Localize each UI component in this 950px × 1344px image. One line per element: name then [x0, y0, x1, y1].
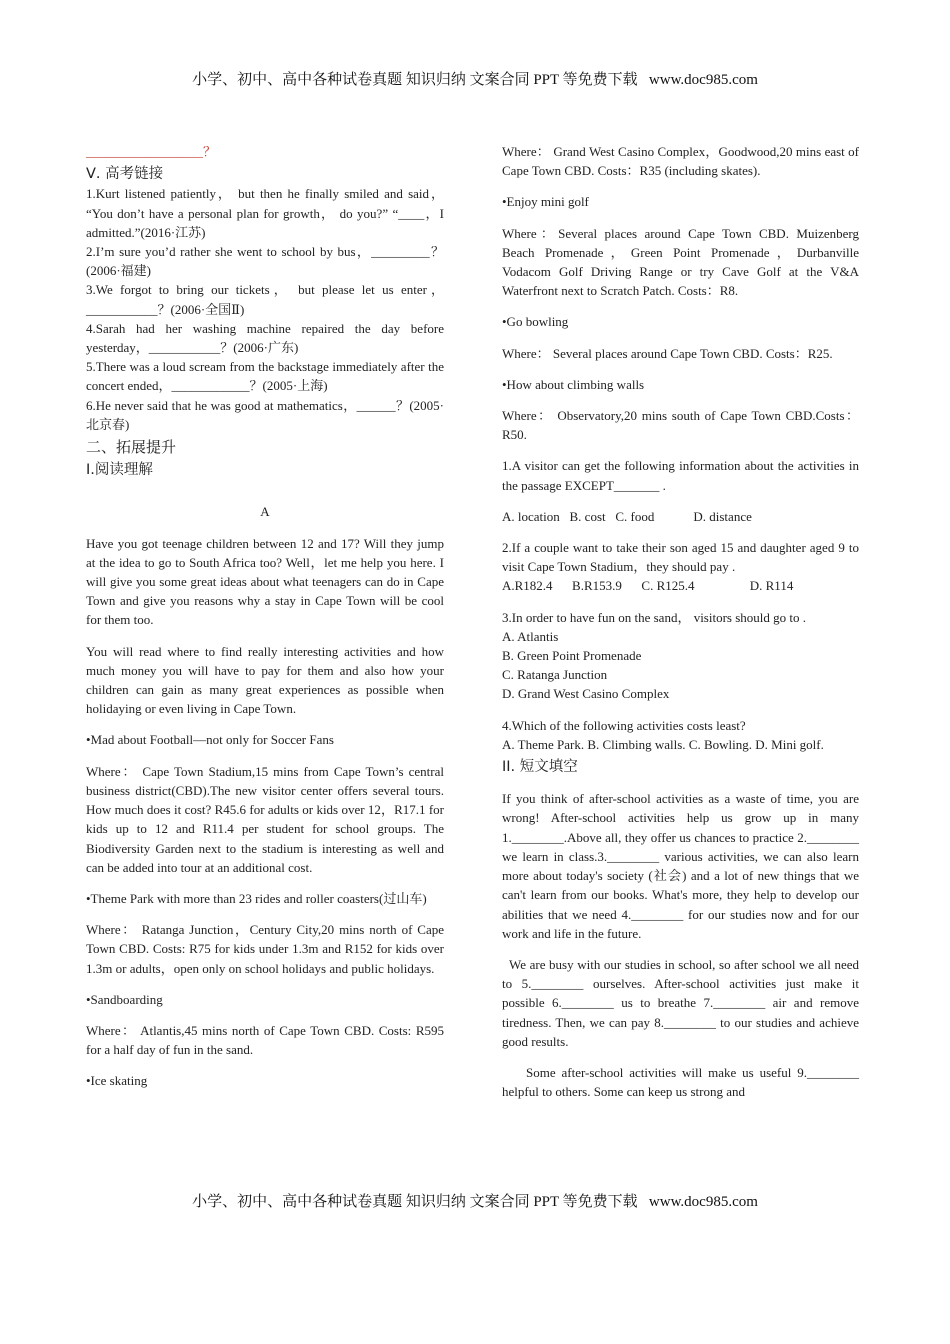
question-item: 4.Which of the following activities costs least?: [502, 717, 746, 733]
activity-detail: Where： Several places around Cape Town CBD. Costs：R25.: [502, 345, 833, 361]
paragraph: Have you got teenage children between 12 and 17? Will they jump at the idea to go to South Africa too? Well，let me help you here. I will give you some great ideas about what teenagers can do in Cape Town and give you reasons why a stay in Cape Town will be cool for them too.: [86, 535, 444, 628]
part-title-extension: 二、拓展提升: [86, 438, 177, 457]
paragraph: If you think of after-school activities as a waste of time, you are wrong! After-school activities help us grow up in many 1.________.Above all, they offer us chances to practice 2.________ we learn in class.3.________ various activities, we can also learn more about today's society (社会) and a lot of new things that we can't learn from our books. What's more, they help to develop our abilities that we need 4.________ for our studies now and for our work and life in the future.: [502, 791, 859, 941]
question-item: 6.He never said that he was good at mathematics，______？(2005·北京春): [86, 397, 445, 432]
activity-detail: Where： Grand West Casino Complex，Goodwood,20 mins east of Cape Town CBD. Costs：R35 (including skates).: [502, 144, 859, 179]
activity-detail: Where：Several places around Cape Town CBD. Muizenberg Beach Promenade，Green Point Promenade，Durbanville Vodacom Golf Driving Range or try Cave Golf at the V&A Waterfront next to Scratch Patch. Costs：R8.: [502, 225, 859, 299]
question-options: A. location B. cost C. food D. distance: [502, 508, 752, 524]
question-item: 2.I’m sure you’d rather she went to school by bus，_________？(2006·福建): [86, 244, 444, 279]
activity-title: •Ice skating: [86, 1073, 148, 1089]
question-item: 2.If a couple want to take their son aged 15 and daughter aged 9 to visit Cape Town Stadium，they should pay .: [502, 540, 859, 575]
question-option: A. Atlantis: [502, 628, 559, 644]
activity-detail: Where： Observatory,20 mins south of Cape Town CBD.Costs：R50.: [502, 408, 859, 443]
question-option: B. Green Point Promenade: [502, 648, 642, 664]
paragraph: You will read where to find really interesting activities and how much money you will have to pay for them and also how your children can gain as many great experiences as possible when holidaying or even living in Cape Town.: [86, 643, 444, 717]
paragraph: Some after-school activities will make us useful 9.________ helpful to others. Some can keep us strong and: [502, 1064, 859, 1100]
right-column: [502, 142, 859, 1101]
activity-title: •Go bowling: [502, 314, 569, 330]
left-column: [86, 142, 444, 1091]
question-item: 3.In order to have fun on the sand， visitors should go to .: [502, 609, 807, 625]
page-footer: 小学、初中、高中各种试卷真题 知识归纳 文案合同 PPT 等免费下载 www.doc985.com: [192, 1194, 758, 1210]
question-item: 1.Kurt listened patiently， but then he finally smiled and said， “You don’t have a personal plan for growth， do you?” “____，I admitted.”(2016·江苏): [86, 186, 444, 240]
activity-title: •Enjoy mini golf: [502, 194, 589, 210]
passage-label: A: [260, 504, 270, 520]
section-title-reading: I.阅读理解: [86, 462, 153, 479]
question-option: D. Grand West Casino Complex: [502, 686, 670, 702]
question-option: C. Ratanga Junction: [502, 667, 608, 683]
question-item: 1.A visitor can get the following information about the activities in the passage EXCEPT_______ .: [502, 458, 859, 493]
paragraph: We are busy with our studies in school, so after school we all need to 5.________ ourselves. After-school activities just make it possible 6.________ us to breathe 7.________ air and remove tiredness. Then, we can pay 8.________ to our studies and achieve good results.: [502, 956, 859, 1049]
question-options: A. Theme Park. B. Climbing walls. C. Bowling. D. Mini golf.: [502, 736, 824, 752]
activity-detail: Where： Ratanga Junction，Century City,20 mins north of Cape Town CBD. Costs: R75 for kids under 1.3m and R152 for kids over 1.3m or adults，open only on school holidays and public holidays.: [86, 922, 444, 976]
activity-detail: Where： Cape Town Stadium,15 mins from Cape Town’s central business district(CBD).The new visitor center offers several tours. How much does it cost? R45.6 for adults or kids over 12，R17.1 for kids up to 12 and R11.4 per student for school groups. The Biodiversity Garden next to the stadium is interesting as well and can be added into tour at an additional cost.: [86, 763, 444, 875]
section-title-gaokao: Ⅴ. 高考链接: [86, 166, 164, 183]
answer-blank-line: __________________？: [86, 144, 217, 159]
section-title-cloze: II. 短文填空: [502, 759, 578, 776]
activity-title: •Mad about Football—not only for Soccer Fans: [86, 732, 334, 748]
question-item: 5.There was a loud scream from the backstage immediately after the concert ended，____________？(2005·上海): [86, 359, 444, 394]
activity-title: •Sandboarding: [86, 991, 163, 1007]
activity-title: •How about climbing walls: [502, 376, 645, 392]
question-item: 4.Sarah had her washing machine repaired the day before yesterday，___________？(2006·广东): [86, 320, 444, 356]
page-header: 小学、初中、高中各种试卷真题 知识归纳 文案合同 PPT 等免费下载 www.doc985.com: [192, 72, 758, 88]
question-item: 3.We forgot to bring our tickets， but please let us enter，___________？(2006·全国Ⅱ): [86, 282, 444, 317]
question-options: A.R182.4 B.R153.9 C. R125.4 D. R114: [502, 578, 794, 594]
activity-detail: Where： Atlantis,45 mins north of Cape Town CBD. Costs: R595 for a half day of fun in the sand.: [86, 1022, 444, 1058]
activity-title: •Theme Park with more than 23 rides and roller coasters(过山车): [86, 890, 427, 906]
